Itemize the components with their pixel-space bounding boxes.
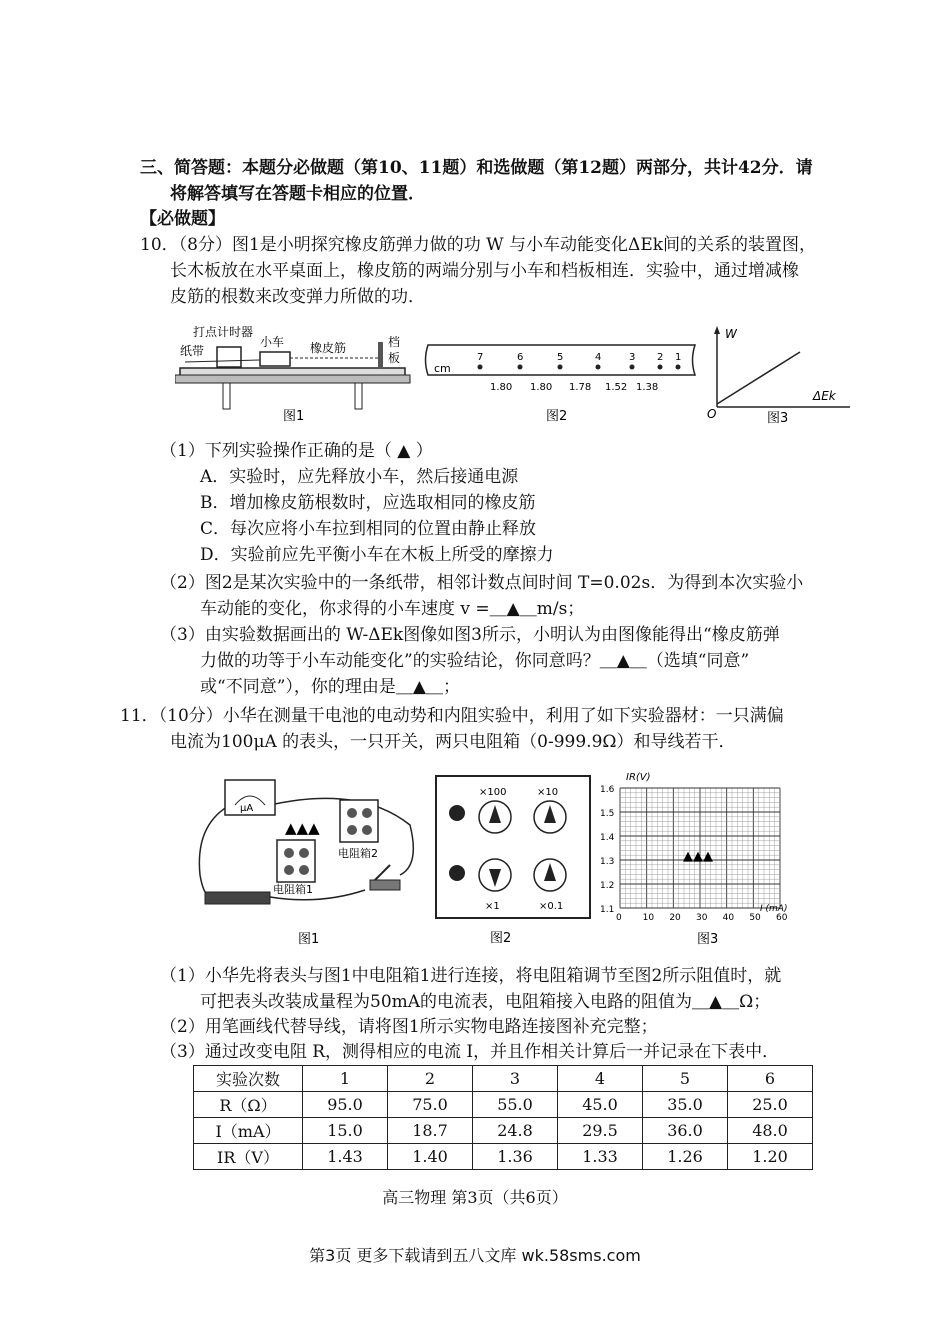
knob: [299, 848, 309, 858]
table-cell: IR（V）: [194, 1144, 303, 1170]
dial-label-x10: ×10: [537, 787, 559, 798]
table-cell: 1.43: [303, 1144, 388, 1170]
table-header-row: [194, 1066, 813, 1092]
label-cart: 小车: [260, 335, 285, 349]
resistor-box-1: [277, 840, 315, 882]
dial-label-x100: ×100: [479, 787, 507, 798]
grid-ytick: 1.5: [600, 809, 615, 819]
q11-line2: 电流为100μA 的表头，一只开关，两只电阻箱（0-999.9Ω）和导线若干．: [170, 732, 736, 752]
tape-dot-label: 5: [557, 352, 564, 363]
section-heading-line2: 将解答填写在答题卡相应的位置．: [170, 184, 425, 204]
q11-fig1-circuit: [190, 765, 425, 950]
table-cell: 1.33: [558, 1144, 643, 1170]
knob: [284, 848, 294, 858]
q10-p3b: 力做的功等于小车动能变化”的实验结论，你同意吗？＿▲＿（选填“同意”: [200, 651, 750, 671]
table-cell: 55.0: [473, 1092, 558, 1118]
q10-line1: 10．（8分）图1是小明探究橡皮筋弹力做的功 W 与小车动能变化ΔEk间的关系的装置图，: [140, 235, 817, 255]
q10-optC: C．每次应将小车拉到相同的位置由静止释放: [200, 519, 537, 539]
q10-optA: A．实验时，应先释放小车，然后接通电源: [200, 467, 519, 487]
q11-p2: （2）用笔画线代替导线，请将图1所示实物电路连接图补充完整；: [160, 1017, 658, 1037]
table-cell: 75.0: [388, 1092, 473, 1118]
tape-spacing-label: 1.38: [636, 382, 659, 393]
baffle: [378, 342, 383, 369]
tape-dot: [658, 365, 663, 370]
terminal: [449, 805, 465, 821]
fig1-caption: 图1: [298, 932, 320, 947]
grid-xtick: 40: [722, 913, 735, 923]
table-cell: 实验次数: [194, 1066, 303, 1092]
y-arrow: [714, 326, 720, 334]
q10-p2a: （2）图2是某次实验中的一条纸带，相邻计数点间时间 T=0.02s．为得到本次实验小: [160, 573, 804, 593]
grid-xtick: 60: [776, 913, 788, 923]
table-cell: 25.0: [728, 1092, 813, 1118]
tape-spacing-label: 1.52: [605, 382, 628, 393]
grid-triangles: ▲▲▲: [683, 849, 713, 864]
cart: [260, 352, 290, 366]
grid-xtick: 10: [642, 913, 655, 923]
fig3-caption: 图3: [767, 411, 789, 426]
q10-p1: （1）下列实验操作正确的是（ ▲ ）: [160, 441, 433, 461]
knob: [362, 808, 372, 818]
table-cell: 29.5: [558, 1118, 643, 1144]
switch-lever: [375, 865, 390, 880]
grid-xtick: 50: [749, 913, 761, 923]
table-cell: 3: [473, 1066, 558, 1092]
knob: [347, 808, 357, 818]
grid-ytick: 1.2: [600, 881, 615, 891]
knob: [284, 865, 294, 875]
table-leg: [223, 383, 230, 409]
table-cell: 36.0: [643, 1118, 728, 1144]
label-band: 橡皮筋: [310, 341, 347, 355]
tape-unit: cm: [434, 362, 451, 375]
fig1-triangles: ▲▲▲: [285, 819, 320, 837]
q11-data-table: [193, 1065, 813, 1170]
table-leg: [355, 383, 362, 409]
tape-dot-label: 4: [595, 352, 602, 363]
wire: [199, 805, 230, 899]
required-tag: 【必做题】: [140, 209, 225, 229]
fig3-origin: O: [707, 407, 717, 421]
dot-timer: [217, 347, 241, 367]
knob: [362, 825, 372, 835]
table-cell: 1.20: [728, 1144, 813, 1170]
table-top: [175, 375, 410, 383]
q10-optB: B．增加橡皮筋根数时，应选取相同的橡皮筋: [200, 493, 536, 513]
tape-dot: [558, 365, 563, 370]
fig1-caption: 图1: [283, 409, 305, 424]
q11-fig3-grid: [598, 768, 798, 948]
switch: [370, 880, 400, 890]
grid-xtick: 0: [616, 913, 622, 923]
q11-line1: 11．（10分）小华在测量干电池的电动势和内阻实验中，利用了如下实验器材：一只满偏: [120, 706, 784, 726]
tape-dot-label: 3: [629, 352, 636, 363]
q10-fig2-tape: [420, 340, 700, 430]
q10-p2b: 车动能的变化，你求得的小车速度 v =＿▲＿m/s；: [200, 599, 585, 619]
table-row: [194, 1144, 813, 1170]
box2-label: 电阻箱2: [338, 847, 378, 860]
table-cell: 48.0: [728, 1118, 813, 1144]
table-cell: 45.0: [558, 1092, 643, 1118]
tape-dot: [630, 365, 635, 370]
fig3-caption: 图3: [697, 932, 719, 947]
q10-p3c: 或“不同意”），你的理由是＿▲＿；: [200, 677, 460, 697]
box1-label: 电阻箱1: [273, 883, 313, 896]
q10-p3a: （3）由实验数据画出的 W-ΔEk图像如图3所示，小明认为由图像能得出“橡皮筋弹: [160, 625, 780, 645]
dial-label-x1: ×1: [485, 901, 500, 912]
section-heading-line1: 三、简答题：本题分必做题（第10、11题）和选做题（第12题）两部分，共计42分．请: [140, 158, 813, 178]
grid-xtick: 30: [696, 913, 708, 923]
table-cell: 1.36: [473, 1144, 558, 1170]
download-footer: 第3页 更多下载请到五八文库 wk.58sms.com: [309, 1246, 641, 1265]
label-board1: 档: [388, 335, 401, 349]
table-cell: 1.26: [643, 1144, 728, 1170]
meter-unit: μA: [240, 803, 254, 814]
table-row: [194, 1118, 813, 1144]
tape-dot: [676, 365, 681, 370]
w-line: [717, 352, 800, 404]
q11-fig2-dials: [435, 775, 590, 945]
fig2-caption: 图2: [546, 409, 568, 424]
tape-spacing-label: 1.78: [569, 382, 592, 393]
terminal: [449, 865, 465, 881]
grid-ytick: 1.6: [600, 785, 615, 795]
grid-xtick: 20: [669, 913, 681, 923]
q11-p3: （3）通过改变电阻 R，测得相应的电流 I，并且作相关计算后一并记录在下表中．: [160, 1042, 780, 1062]
table-cell: R（Ω）: [194, 1092, 303, 1118]
tape-spacing-label: 1.80: [490, 382, 513, 393]
battery: [205, 892, 270, 904]
q11-p1a: （1）小华先将表头与图1中电阻箱1进行连接，将电阻箱调节至图2所示阻值时，就: [160, 966, 782, 986]
table-cell: 5: [643, 1066, 728, 1092]
table-cell: 2: [388, 1066, 473, 1092]
tape-dot-label: 6: [517, 352, 524, 363]
table-cell: 1.40: [388, 1144, 473, 1170]
tape-dot-label: 7: [477, 352, 484, 363]
label-board2: 板: [388, 351, 401, 365]
tape-dot-label: 1: [675, 352, 682, 363]
table-cell: 95.0: [303, 1092, 388, 1118]
dial-label-x0.1: ×0.1: [539, 901, 564, 912]
grid-xlabel: I (mA): [760, 904, 788, 914]
label-timer: 打点计时器: [193, 325, 254, 339]
tape-dot: [478, 365, 483, 370]
table-cell: I（mA）: [194, 1118, 303, 1144]
table-cell: 24.8: [473, 1118, 558, 1144]
knob: [299, 865, 309, 875]
grid-ytick: 1.1: [600, 905, 615, 915]
grid-ytick: 1.4: [600, 833, 615, 843]
table-cell: 18.7: [388, 1118, 473, 1144]
table-cell: 6: [728, 1066, 813, 1092]
tape-dot: [518, 365, 523, 370]
resistor-box-2: [340, 800, 378, 842]
fig3-xlabel: ΔEk: [813, 389, 836, 403]
q11-p1b: 可把表头改装成量程为50mA的电流表，电阻箱接入电路的阻值为＿▲＿Ω；: [200, 992, 771, 1012]
fig3-ylabel: W: [725, 327, 737, 341]
grid-ytick: 1.3: [600, 857, 615, 867]
grid-ylabel: IR(V): [626, 772, 651, 783]
q10-fig1-apparatus: [175, 320, 415, 430]
tape-spacing-label: 1.80: [530, 382, 553, 393]
page-footer: 高三物理 第3页（共6页）: [382, 1188, 568, 1207]
table-cell: 15.0: [303, 1118, 388, 1144]
fig2-caption: 图2: [490, 931, 512, 945]
table-cell: 4: [558, 1066, 643, 1092]
table-cell: 1: [303, 1066, 388, 1092]
tape-dot: [596, 365, 601, 370]
knob: [347, 825, 357, 835]
q10-line2: 长木板放在水平桌面上，橡皮筋的两端分别与小车和档板相连．实验中，通过增减橡: [170, 261, 799, 281]
tape-dot-label: 2: [657, 352, 664, 363]
q10-fig3-graph: [705, 322, 855, 432]
q10-line3: 皮筋的根数来改变弹力所做的功．: [170, 287, 425, 307]
q10-optD: D．实验前应先平衡小车在木板上所受的摩擦力: [200, 545, 554, 565]
table-cell: 35.0: [643, 1092, 728, 1118]
label-tape: 纸带: [180, 344, 205, 358]
table-row: [194, 1092, 813, 1118]
